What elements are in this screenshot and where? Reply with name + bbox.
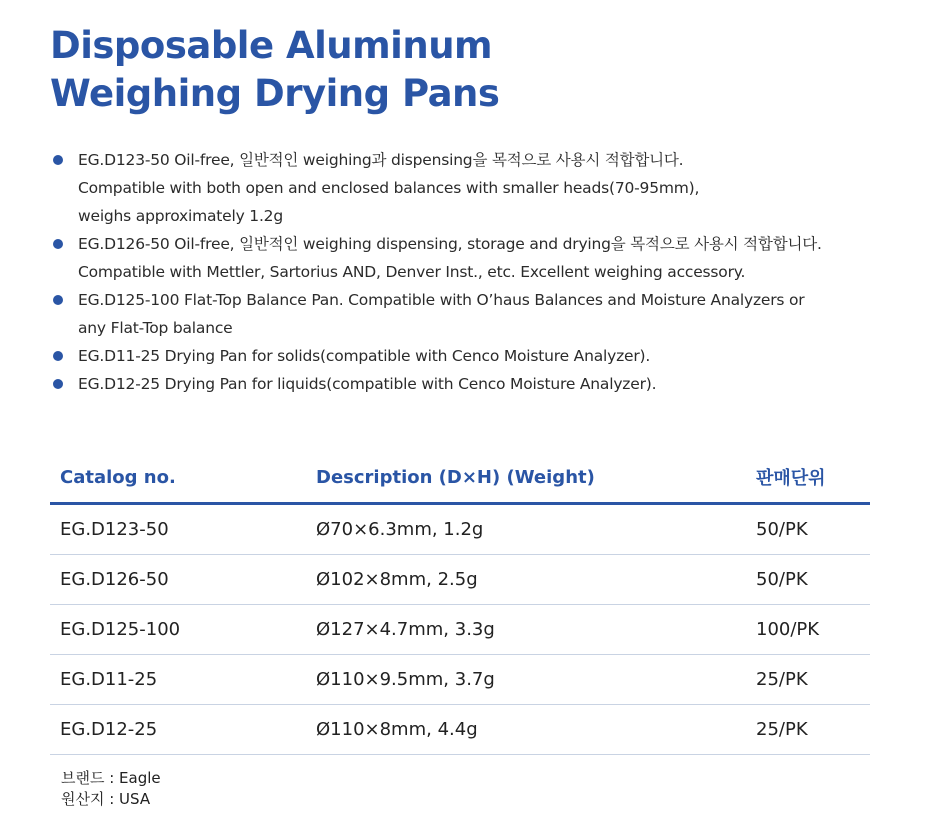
list-item-line: EG.D12-25 Drying Pan for liquids(compatible with Cenco Moisture Analyzer). [78, 375, 657, 393]
title-line-2: Weighing Drying Pans [50, 72, 500, 115]
sales-unit-cell: 100/PK [746, 605, 870, 655]
description-cell: Ø127×4.7mm, 3.3g [306, 605, 746, 655]
bullet-dot-icon [53, 239, 63, 249]
product-table [50, 452, 870, 755]
list-item-line: weighs approximately 1.2g [78, 207, 283, 225]
list-item-line: EG.D126-50 Oil-free, 일반적인 weighing dispensing, storage and drying을 목적으로 사용시 적합합니다. [78, 235, 822, 253]
table-row [50, 555, 870, 605]
table-row [50, 504, 870, 555]
catalog-no-cell: EG.D123-50 [50, 504, 306, 555]
description-cell: Ø70×6.3mm, 1.2g [306, 504, 746, 555]
description-cell: Ø110×8mm, 4.4g [306, 705, 746, 755]
bullet-dot-icon [53, 155, 63, 165]
catalog-no-cell: EG.D11-25 [50, 655, 306, 705]
list-item [50, 342, 910, 370]
list-item [50, 286, 910, 342]
bullet-dot-icon [53, 379, 63, 389]
list-item-line: EG.D123-50 Oil-free, 일반적인 weighing과 dispensing을 목적으로 사용시 적합합니다. [78, 151, 684, 169]
description-cell: Ø102×8mm, 2.5g [306, 555, 746, 605]
header-catalog-no: Catalog no. [50, 452, 306, 504]
page-title [50, 22, 499, 118]
sales-unit-cell: 50/PK [746, 504, 870, 555]
list-item [50, 370, 910, 398]
list-item-line: EG.D125-100 Flat-Top Balance Pan. Compatible with O’haus Balances and Moisture Analyzers or [78, 291, 805, 309]
list-item-line: Compatible with both open and enclosed balances with smaller heads(70-95mm), [78, 179, 700, 197]
bullet-dot-icon [53, 295, 63, 305]
catalog-no-cell: EG.D12-25 [50, 705, 306, 755]
table-header-row [50, 452, 870, 504]
sales-unit-cell: 50/PK [746, 555, 870, 605]
list-item-line: EG.D11-25 Drying Pan for solids(compatible with Cenco Moisture Analyzer). [78, 347, 651, 365]
header-sales-unit: 판매단위 [746, 452, 870, 504]
catalog-no-cell: EG.D126-50 [50, 555, 306, 605]
description-cell: Ø110×9.5mm, 3.7g [306, 655, 746, 705]
sales-unit-cell: 25/PK [746, 655, 870, 705]
table-row [50, 655, 870, 705]
product-meta [61, 768, 161, 810]
list-item-line: Compatible with Mettler, Sartorius AND, Denver Inst., etc. Excellent weighing accessory. [78, 263, 746, 281]
list-item [50, 230, 910, 286]
table-row [50, 605, 870, 655]
sales-unit-cell: 25/PK [746, 705, 870, 755]
title-line-1: Disposable Aluminum [50, 24, 493, 67]
feature-list [50, 146, 910, 398]
origin-text: 원산지 : USA [61, 790, 151, 808]
header-description: Description (D×H) (Weight) [306, 452, 746, 504]
bullet-dot-icon [53, 351, 63, 361]
table-row [50, 705, 870, 755]
list-item-line: any Flat-Top balance [78, 319, 233, 337]
catalog-no-cell: EG.D125-100 [50, 605, 306, 655]
list-item [50, 146, 910, 230]
brand-text: 브랜드 : Eagle [61, 769, 161, 787]
